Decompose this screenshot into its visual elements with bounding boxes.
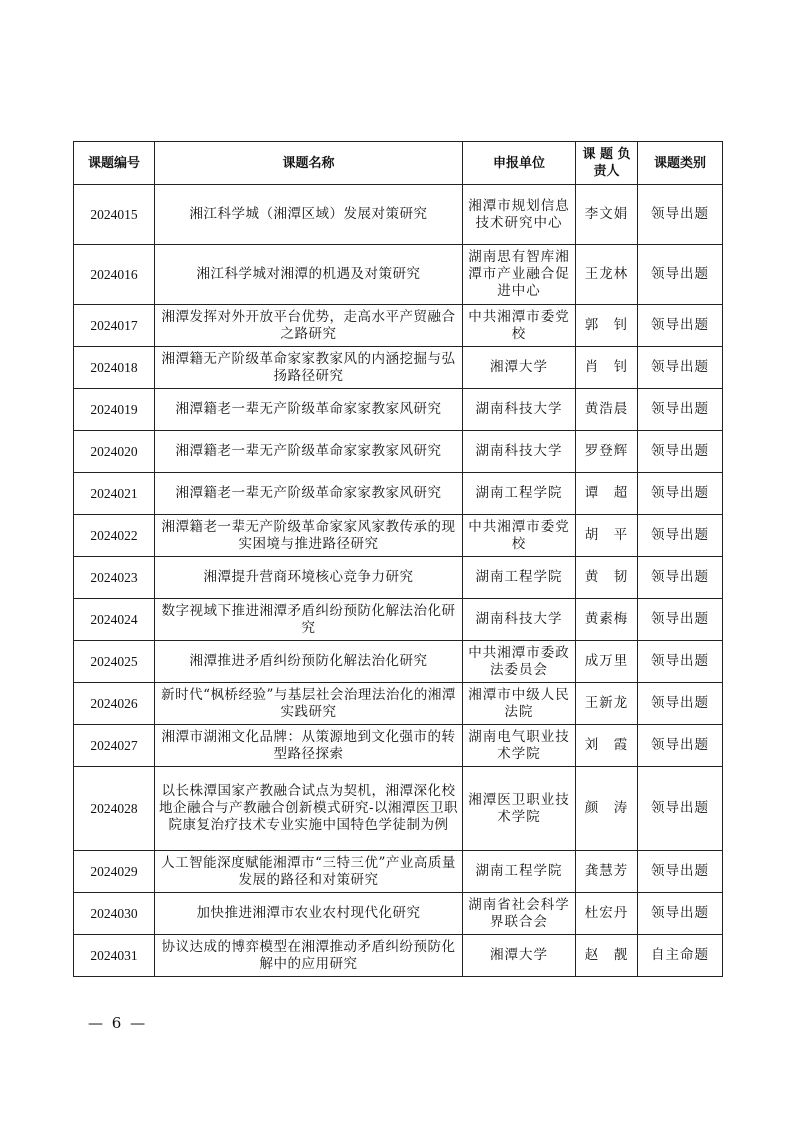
cell-category: 领导出题 xyxy=(638,893,723,935)
cell-category: 领导出题 xyxy=(638,431,723,473)
cell-unit: 中共湘潭市委党校 xyxy=(463,305,576,347)
cell-person: 郭 钊 xyxy=(576,305,638,347)
table-row xyxy=(74,473,723,515)
cell-unit: 湘潭大学 xyxy=(463,935,576,977)
cell-person: 赵 靓 xyxy=(576,935,638,977)
table-row xyxy=(74,431,723,473)
cell-category: 领导出题 xyxy=(638,245,723,305)
project-table xyxy=(73,141,723,977)
cell-person: 黄素梅 xyxy=(576,599,638,641)
cell-name: 湘潭市湖湘文化品牌：从策源地到文化强市的转型路径探索 xyxy=(155,725,463,767)
cell-code: 2024026 xyxy=(74,683,155,725)
cell-category: 领导出题 xyxy=(638,185,723,245)
cell-person: 王龙林 xyxy=(576,245,638,305)
cell-code: 2024018 xyxy=(74,347,155,389)
cell-person: 颜 涛 xyxy=(576,767,638,851)
cell-name: 湘潭籍老一辈无产阶级革命家家风家教传承的现实困境与推进路径研究 xyxy=(155,515,463,557)
table-row xyxy=(74,599,723,641)
cell-category: 领导出题 xyxy=(638,389,723,431)
cell-unit: 湘潭市中级人民法院 xyxy=(463,683,576,725)
cell-category: 领导出题 xyxy=(638,725,723,767)
cell-name: 湘潭提升营商环境核心竞争力研究 xyxy=(155,557,463,599)
cell-code: 2024027 xyxy=(74,725,155,767)
table-row xyxy=(74,935,723,977)
cell-person: 杜宏丹 xyxy=(576,893,638,935)
cell-category: 领导出题 xyxy=(638,683,723,725)
cell-person: 胡 平 xyxy=(576,515,638,557)
table-row xyxy=(74,245,723,305)
cell-name: 湘江科学城（湘潭区域）发展对策研究 xyxy=(155,185,463,245)
header-name: 课题名称 xyxy=(155,142,463,185)
cell-code: 2024029 xyxy=(74,851,155,893)
table-row xyxy=(74,515,723,557)
cell-code: 2024021 xyxy=(74,473,155,515)
cell-unit: 湖南工程学院 xyxy=(463,557,576,599)
cell-unit: 湘潭大学 xyxy=(463,347,576,389)
table-header xyxy=(74,142,723,185)
table-row xyxy=(74,767,723,851)
cell-unit: 湖南省社会科学界联合会 xyxy=(463,893,576,935)
cell-person: 肖 钊 xyxy=(576,347,638,389)
cell-code: 2024017 xyxy=(74,305,155,347)
header-unit: 申报单位 xyxy=(463,142,576,185)
page-number: — 6 — xyxy=(88,1014,148,1032)
table-row xyxy=(74,683,723,725)
cell-name: 湘潭籍老一辈无产阶级革命家家教家风研究 xyxy=(155,431,463,473)
cell-name: 湘潭推进矛盾纠纷预防化解法治化研究 xyxy=(155,641,463,683)
cell-unit: 湖南科技大学 xyxy=(463,431,576,473)
cell-person: 黄浩晨 xyxy=(576,389,638,431)
cell-name: 湘潭发挥对外开放平台优势，走高水平产贸融合之路研究 xyxy=(155,305,463,347)
cell-unit: 湘潭医卫职业技术学院 xyxy=(463,767,576,851)
table-row xyxy=(74,347,723,389)
cell-category: 自主命题 xyxy=(638,935,723,977)
table-row xyxy=(74,389,723,431)
cell-name: 人工智能深度赋能湘潭市“三特三优”产业高质量发展的路径和对策研究 xyxy=(155,851,463,893)
cell-code: 2024024 xyxy=(74,599,155,641)
cell-person: 王新龙 xyxy=(576,683,638,725)
cell-code: 2024025 xyxy=(74,641,155,683)
cell-person: 刘 霞 xyxy=(576,725,638,767)
cell-name: 以长株潭国家产教融合试点为契机，湘潭深化校地企融合与产教融合创新模式研究-以湘潭医卫职院康复治疗技术专业实施中国特色学徒制为例 xyxy=(155,767,463,851)
cell-category: 领导出题 xyxy=(638,305,723,347)
cell-unit: 湖南工程学院 xyxy=(463,473,576,515)
cell-unit: 中共湘潭市委政法委员会 xyxy=(463,641,576,683)
cell-unit: 湖南科技大学 xyxy=(463,389,576,431)
cell-name: 湘江科学城对湘潭的机遇及对策研究 xyxy=(155,245,463,305)
table-row xyxy=(74,185,723,245)
table-row xyxy=(74,305,723,347)
cell-category: 领导出题 xyxy=(638,599,723,641)
table-body xyxy=(74,185,723,977)
cell-category: 领导出题 xyxy=(638,767,723,851)
header-code: 课题编号 xyxy=(74,142,155,185)
cell-category: 领导出题 xyxy=(638,641,723,683)
table-row xyxy=(74,641,723,683)
cell-unit: 湖南工程学院 xyxy=(463,851,576,893)
cell-code: 2024015 xyxy=(74,185,155,245)
cell-code: 2024019 xyxy=(74,389,155,431)
cell-code: 2024022 xyxy=(74,515,155,557)
table-row xyxy=(74,557,723,599)
cell-unit: 湖南思有智库湘潭市产业融合促进中心 xyxy=(463,245,576,305)
cell-name: 湘潭籍无产阶级革命家家教家风的内涵挖掘与弘扬路径研究 xyxy=(155,347,463,389)
header-person: 课 题 负责人 xyxy=(576,142,638,185)
cell-person: 黄 韧 xyxy=(576,557,638,599)
cell-code: 2024030 xyxy=(74,893,155,935)
cell-unit: 湖南科技大学 xyxy=(463,599,576,641)
table-row xyxy=(74,893,723,935)
cell-code: 2024028 xyxy=(74,767,155,851)
cell-person: 龚慧芳 xyxy=(576,851,638,893)
cell-category: 领导出题 xyxy=(638,515,723,557)
table-row xyxy=(74,851,723,893)
cell-person: 谭 超 xyxy=(576,473,638,515)
cell-person: 成万里 xyxy=(576,641,638,683)
cell-unit: 中共湘潭市委党校 xyxy=(463,515,576,557)
cell-code: 2024023 xyxy=(74,557,155,599)
cell-name: 新时代“枫桥经验”与基层社会治理法治化的湘潭实践研究 xyxy=(155,683,463,725)
cell-unit: 湖南电气职业技术学院 xyxy=(463,725,576,767)
cell-name: 协议达成的博弈模型在湘潭推动矛盾纠纷预防化解中的应用研究 xyxy=(155,935,463,977)
cell-name: 湘潭籍老一辈无产阶级革命家家教家风研究 xyxy=(155,389,463,431)
cell-category: 领导出题 xyxy=(638,347,723,389)
cell-category: 领导出题 xyxy=(638,473,723,515)
cell-person: 李文娟 xyxy=(576,185,638,245)
cell-code: 2024031 xyxy=(74,935,155,977)
cell-category: 领导出题 xyxy=(638,557,723,599)
cell-name: 数字视域下推进湘潭矛盾纠纷预防化解法治化研究 xyxy=(155,599,463,641)
cell-code: 2024020 xyxy=(74,431,155,473)
cell-name: 加快推进湘潭市农业农村现代化研究 xyxy=(155,893,463,935)
cell-name: 湘潭籍老一辈无产阶级革命家家教家风研究 xyxy=(155,473,463,515)
cell-category: 领导出题 xyxy=(638,851,723,893)
cell-code: 2024016 xyxy=(74,245,155,305)
table-row xyxy=(74,725,723,767)
cell-unit: 湘潭市规划信息技术研究中心 xyxy=(463,185,576,245)
header-row xyxy=(74,142,723,185)
cell-person: 罗登辉 xyxy=(576,431,638,473)
header-category: 课题类别 xyxy=(638,142,723,185)
